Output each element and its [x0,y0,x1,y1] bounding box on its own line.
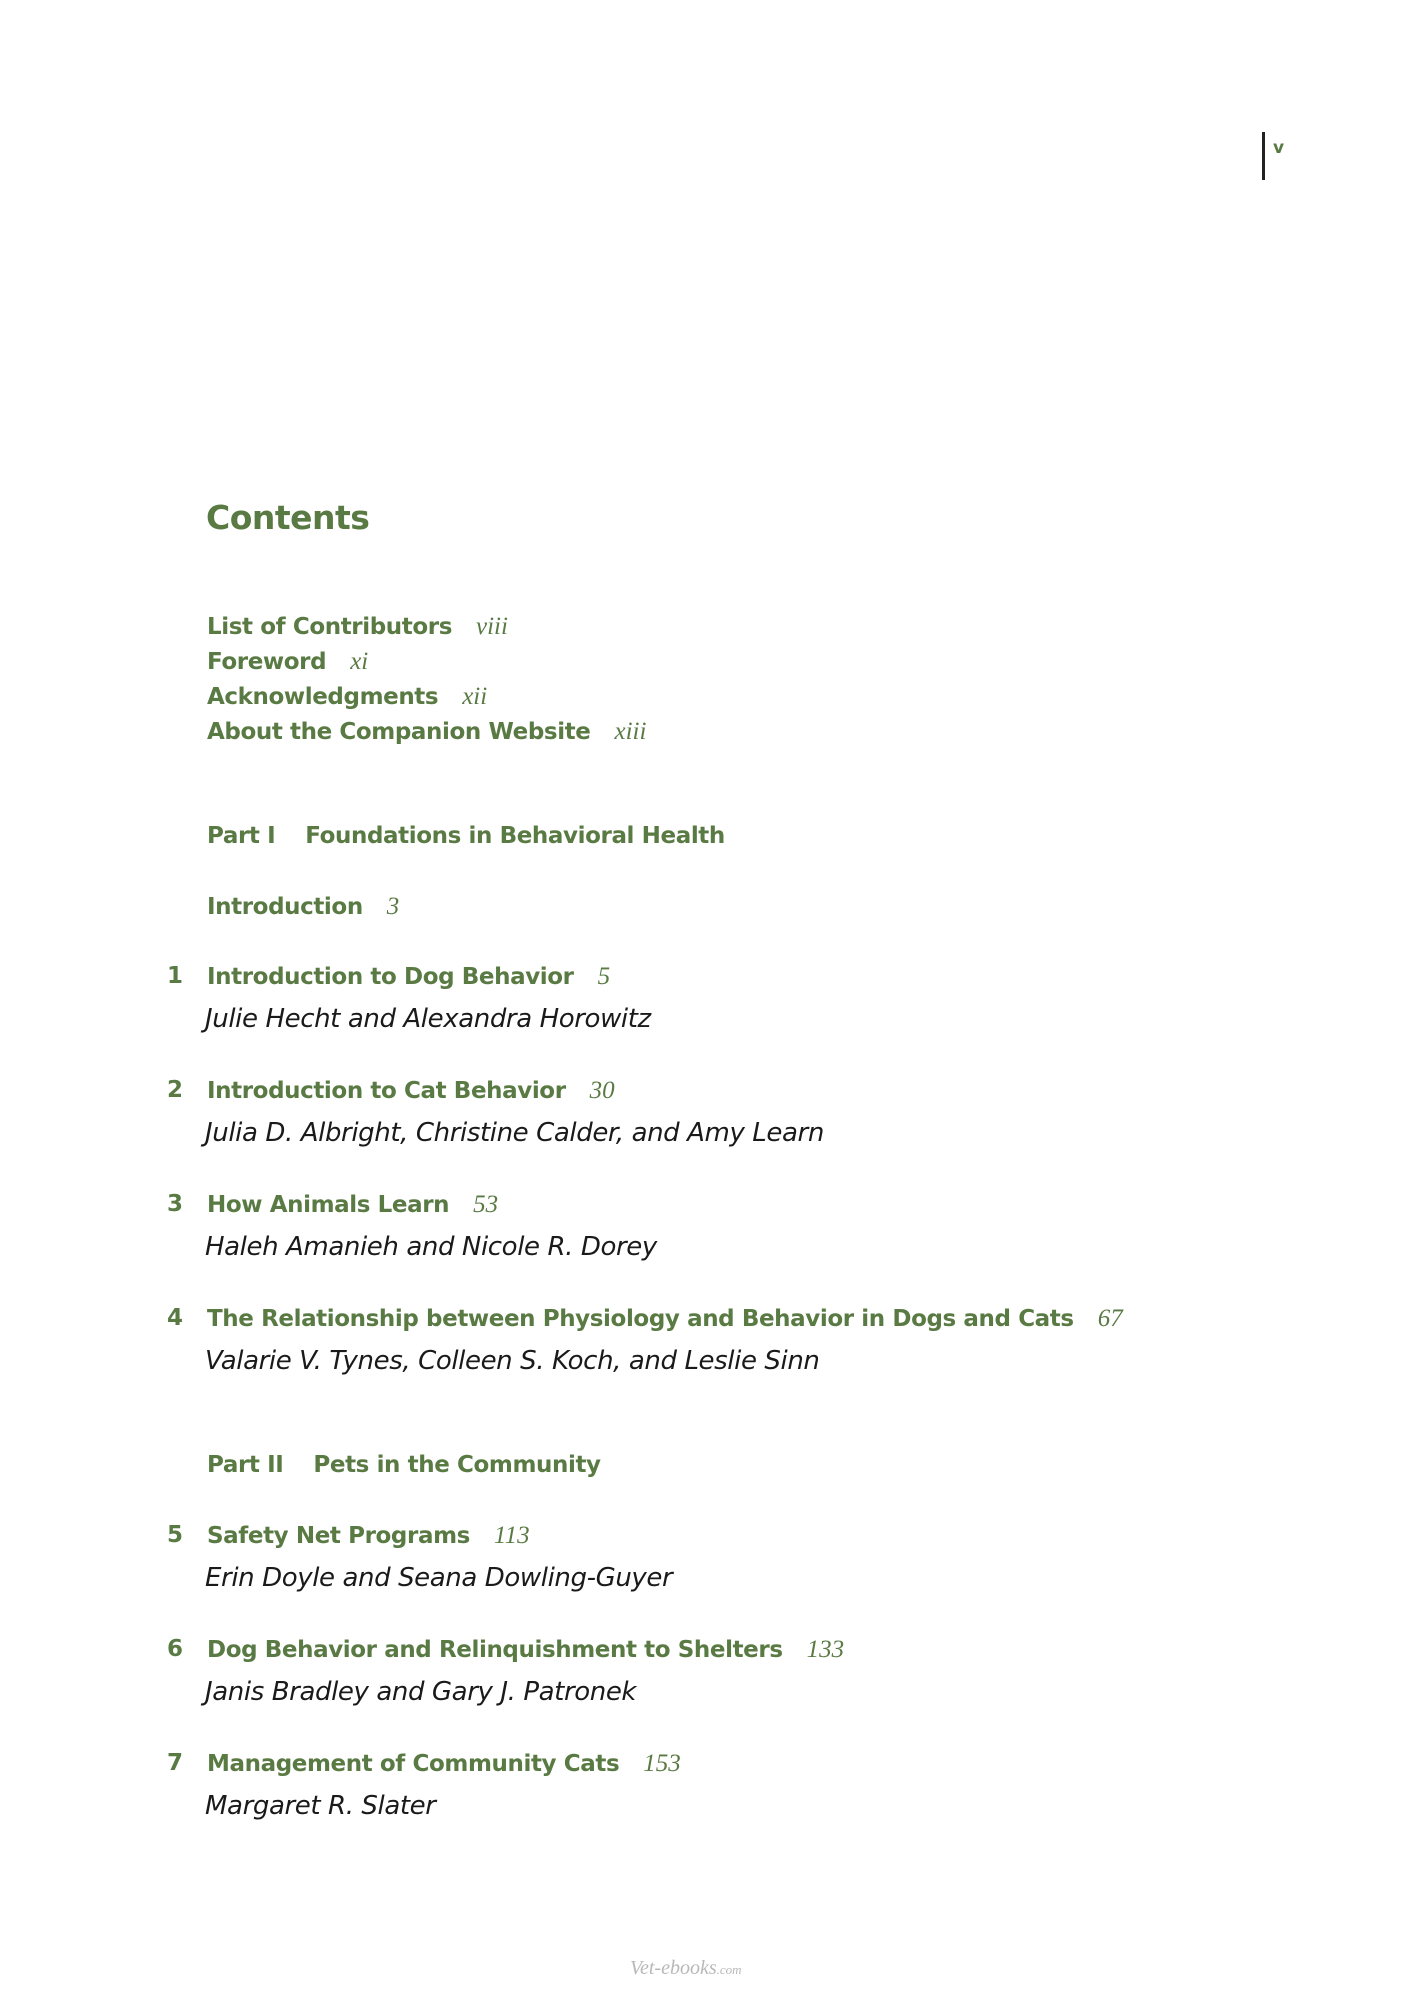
watermark-suffix: .com [716,1962,742,1977]
entry-title: Foreword [207,649,327,675]
part-heading-1 [207,823,725,849]
chapter-number: 2 [167,1077,184,1103]
chapter-page: 53 [473,1191,499,1218]
page-number: v [1273,138,1285,158]
chapter-authors: Haleh Amanieh and Nicole R. Dorey [205,1232,657,1262]
chapter-number: 3 [167,1191,184,1217]
watermark-logo [630,1957,742,1980]
part-title: Foundations in Behavioral Health [305,823,725,849]
entry-title: Acknowledgments [207,684,439,710]
chapter-title: The Relationship between Physiology and Behavior in Dogs and Cats [207,1306,1074,1332]
entry-title: List of Contributors [207,614,452,640]
entry-page: xiii [614,718,647,745]
entry-page: xii [462,683,488,710]
chapter-number: 4 [167,1305,184,1331]
chapter-title: How Animals Learn [207,1192,450,1218]
chapter-authors: Erin Doyle and Seana Dowling-Guyer [205,1563,673,1593]
entry-page: viii [476,613,508,640]
chapter-page: 30 [589,1077,615,1104]
part-title: Pets in the Community [313,1452,601,1478]
page-marker-rule [1262,132,1265,180]
entry-title: About the Companion Website [207,719,591,745]
chapter-number: 1 [167,963,184,989]
chapter-page: 113 [493,1522,530,1549]
part-label: Part II [207,1452,284,1478]
chapter-page: 133 [806,1636,845,1663]
chapter-authors: Janis Bradley and Gary J. Patronek [205,1677,637,1707]
part-label: Part I [207,823,276,849]
chapter-page: 5 [597,963,611,990]
chapter-title: Introduction to Cat Behavior [207,1078,566,1104]
chapter-title: Safety Net Programs [207,1523,470,1549]
chapter-authors: Margaret R. Slater [205,1791,436,1821]
chapter-number: 6 [167,1636,184,1662]
entry-title: Introduction [207,894,363,920]
chapter-title: Management of Community Cats [207,1751,620,1777]
chapter-number: 5 [167,1522,184,1548]
entry-page: 3 [386,893,400,920]
chapter-authors: Valarie V. Tynes, Colleen S. Koch, and Leslie Sinn [205,1346,820,1376]
chapter-title: Introduction to Dog Behavior [207,964,574,990]
page-title: Contents [206,498,370,537]
chapter-authors: Julie Hecht and Alexandra Horowitz [205,1004,651,1034]
watermark-text: Vet-ebooks [630,1957,717,1979]
chapter-authors: Julia D. Albright, Christine Calder, and Amy Learn [205,1118,824,1148]
chapter-number: 7 [167,1750,184,1776]
chapter-page: 67 [1097,1305,1123,1332]
chapter-title: Dog Behavior and Relinquishment to Shelters [207,1637,783,1663]
chapter-page: 153 [643,1750,681,1777]
entry-page: xi [350,648,369,675]
part-heading-2 [207,1452,601,1478]
